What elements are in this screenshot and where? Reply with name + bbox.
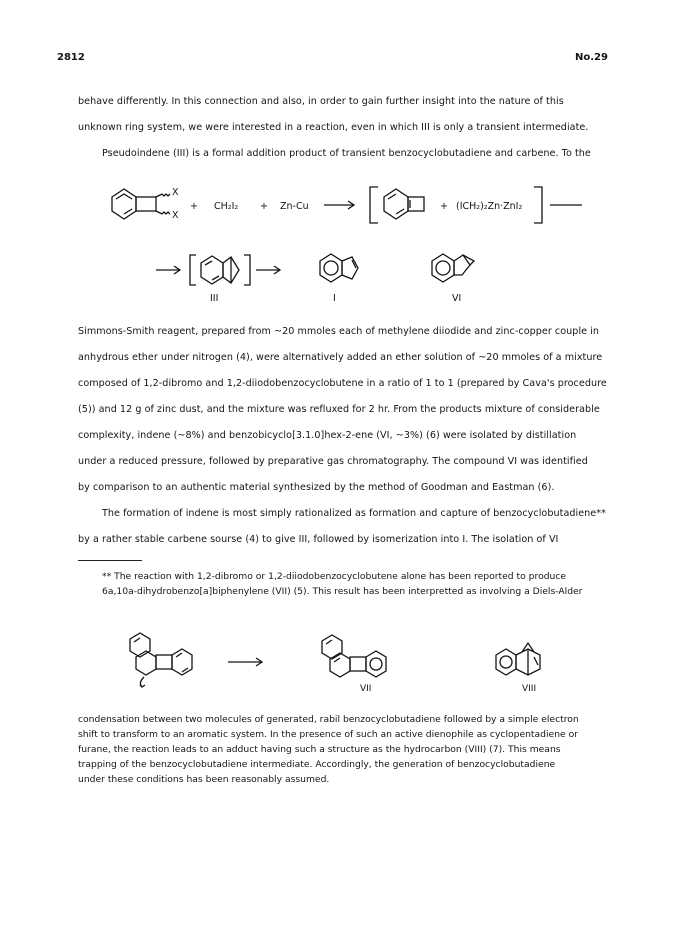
footnote-line: trapping of the benzocyclobutadiene intermediate. Accordingly, the generation of benzocyclobutadiene <box>78 759 556 770</box>
plus-sign: + <box>190 201 198 212</box>
byproduct-zinc-iodide: (ICH₂)₂Zn·ZnI₂ <box>456 201 523 212</box>
reaction-scheme-2 <box>0 605 680 705</box>
label-vii: VII <box>360 684 372 694</box>
label-iii: III <box>210 293 219 304</box>
dimer-intermediate-structure <box>130 633 192 687</box>
page-number: 2812 <box>57 52 85 63</box>
text-line: under a reduced pressure, followed by preparative gas chromatography. The compound VI was identified <box>78 456 588 467</box>
dihydrobenzobiphenylene-structure <box>322 635 386 677</box>
reagent-zinc-copper: Zn-Cu <box>280 201 309 212</box>
label-i: I <box>333 293 336 304</box>
indene-structure <box>320 254 358 282</box>
text-line: Simmons-Smith reagent, prepared from ~20 mmoles each of methylene diiodide and zinc-copper couple in <box>78 326 600 337</box>
footnote-line: 6a,10a-dihydrobenzo[a]biphenylene (VII) (5). This result has been interpretted as involving a Diels-Alder <box>102 586 583 597</box>
plus-sign: + <box>440 201 448 212</box>
footnote-line: furane, the reaction leads to an adduct having such a structure as the hydrocarbon (VIII) (7). This means <box>78 744 561 755</box>
text-line: by comparison to an authentic material synthesized by the method of Goodman and Eastman (6). <box>78 482 555 493</box>
label-viii: VIII <box>522 684 537 694</box>
plus-sign: + <box>260 201 268 212</box>
hydrocarbon-viii-structure <box>496 643 540 675</box>
text-line: anhydrous ether under nitrogen (4), were alternatively added an ether solution of ~20 mmoles of a mixture <box>78 352 603 363</box>
text-line: by a rather stable carbene sourse (4) to give III, followed by isomerization into I. The isolation of VI <box>78 534 559 545</box>
pseudoindene-structure <box>201 256 239 284</box>
label-vi: VI <box>452 293 462 304</box>
text-line: Pseudoindene (III) is a formal addition product of transient benzocyclobutadiene and carbene. To the <box>102 148 591 159</box>
text-line: (5)) and 12 g of zinc dust, and the mixture was refluxed for 2 hr. From the products mixture of considerable <box>78 404 600 415</box>
benzobicyclohexene-structure <box>432 254 474 282</box>
reagent-methylene-iodide: CH₂I₂ <box>214 201 239 212</box>
text-line: behave differently. In this connection and also, in order to gain further insight into the nature of this <box>78 96 564 107</box>
substituent-x-lower: X <box>172 210 179 221</box>
text-line: unknown ring system, we were interested in a reaction, even in which III is only a transient intermediate. <box>78 122 589 133</box>
footnote-line: shift to transform to an aromatic system. In the presence of such an active dienophile as cyclopentadiene or <box>78 729 578 740</box>
text-line: complexity, indene (~8%) and benzobicyclo[3.1.0]hex-2-ene (VI, ~3%) (6) were isolated by distillation <box>78 430 577 441</box>
footnote-line: condensation between two molecules of generated, rabil benzocyclobutadiene followed by a simple electron <box>78 714 579 725</box>
text-line: composed of 1,2-dibromo and 1,2-diiodobenzocyclobutene in a ratio of 1 to 1 (prepared by Cava's procedure <box>78 378 607 389</box>
footnote-line: ** The reaction with 1,2-dibromo or 1,2-diiodobenzocyclobutene alone has been reported to produce <box>102 571 567 582</box>
footnote-line: under these conditions has been reasonably assumed. <box>78 774 330 785</box>
benzocyclobutadiene-structure <box>384 189 424 219</box>
text-line: The formation of indene is most simply rationalized as formation and capture of benzocyclobutadiene** <box>102 508 606 519</box>
substituent-x-upper: X <box>172 187 179 198</box>
footnote-rule <box>78 560 142 561</box>
reaction-scheme-1 <box>0 165 680 315</box>
dihalobenzocyclobutene-structure <box>112 189 170 219</box>
journal-issue: No.29 <box>575 52 608 63</box>
